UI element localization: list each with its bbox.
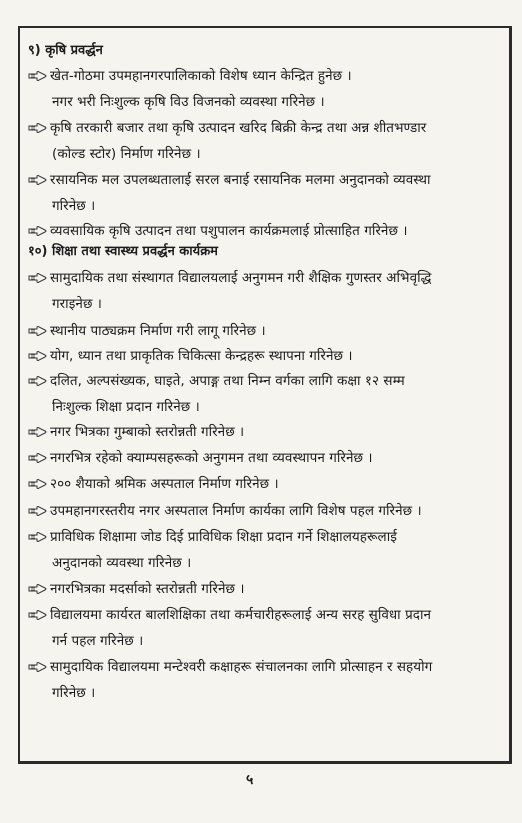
list-item-text: गरिनेछ । <box>52 198 96 214</box>
list-item <box>28 321 266 339</box>
pointing-hand-icon <box>28 272 48 284</box>
list-item-text: खेत-गोठमा उपमहानगरपालिकाको विशेष ध्यान केन्द्रित हुनेछ । <box>50 68 352 84</box>
section-heading: ९) कृषि प्रवर्द्धन <box>28 43 103 58</box>
list-item-text: गर्न पहल गरिनेछ । <box>52 633 144 649</box>
pointing-hand-icon <box>28 225 48 237</box>
list-item-text: प्राविधिक शिक्षामा जोड दिई प्राविधिक शिक्षा प्रदान गर्ने शिक्षालयहरूलाई <box>50 529 397 545</box>
list-item-continuation <box>52 196 95 214</box>
list-item-text: अनुदानको व्यवस्था गरिनेछ । <box>52 555 192 571</box>
list-item <box>28 605 431 623</box>
list-item-text: २०० शैयाको श्रमिक अस्पताल निर्माण गरिनेछ । <box>50 476 279 492</box>
list-item-continuation <box>52 683 95 701</box>
list-item <box>28 371 405 389</box>
pointing-hand-icon <box>28 350 48 362</box>
list-item-text: (कोल्ड स्टोर) निर्माण गरिनेछ । <box>52 146 201 162</box>
list-item-text: कृषि तरकारी बजार तथा कृषि उत्पादन खरिद बिक्री केन्द्र तथा अन्न शीतभण्डार <box>50 120 427 136</box>
pointing-hand-icon <box>28 478 48 490</box>
pointing-hand-icon <box>28 452 48 464</box>
list-item <box>28 657 432 675</box>
pointing-hand-icon <box>28 325 48 337</box>
list-item-text: नगर भित्रका गुम्बाको स्तरोन्नती गरिनेछ । <box>50 424 245 440</box>
list-item <box>28 346 353 364</box>
pointing-hand-icon <box>28 174 48 186</box>
list-item-text: सामुदायिक तथा संस्थागत विद्यालयलाई अनुगमन गरी शैक्षिक गुणस्तर अभिवृद्धि <box>50 270 432 286</box>
list-item-continuation <box>52 397 200 415</box>
pointing-hand-icon <box>28 375 48 387</box>
list-item-text: दलित, अल्पसंख्यक, घाइते, अपाङ्ग तथा निम्न वर्गका लागि कक्षा १२ सम्म <box>50 373 405 389</box>
list-item <box>28 448 373 466</box>
list-item-continuation <box>52 294 102 312</box>
list-item <box>28 118 426 136</box>
list-item-text: उपमहानगरस्तरीय नगर अस्पताल निर्माण कार्यका लागि विशेष पहल गरिनेछ । <box>50 503 422 519</box>
list-item-text: रसायनिक मल उपलब्धतालाई सरल बनाई रसायनिक मलमा अनुदानको व्यवस्था <box>50 172 431 188</box>
pointing-hand-icon <box>28 505 48 517</box>
list-item-text: स्थानीय पाठ्यक्रम निर्माण गरी लागू गरिनेछ । <box>50 323 266 339</box>
page-number: ५ <box>246 772 254 788</box>
list-item <box>28 221 407 239</box>
page-border <box>18 26 512 764</box>
list-item <box>28 66 352 84</box>
list-item-text: नगरभित्रका मदर्साको स्तरोन्नती गरिनेछ । <box>50 581 245 597</box>
section-heading: १०) शिक्षा तथा स्वास्थ्य प्रवर्द्धन कार्यक्रम <box>28 244 218 259</box>
list-item <box>28 268 431 286</box>
list-item-text: सामुदायिक विद्यालयमा मन्टेश्वरी कक्षाहरू संचालनका लागि प्रोत्साहन र सहयोग <box>50 659 433 675</box>
list-item-continuation <box>52 553 191 571</box>
pointing-hand-icon <box>28 609 48 621</box>
list-item-continuation <box>52 144 201 162</box>
list-item-text: निःशुल्क शिक्षा प्रदान गरिनेछ । <box>52 399 200 415</box>
list-item <box>28 170 431 188</box>
pointing-hand-icon <box>28 661 48 673</box>
list-item-text: गराइनेछ । <box>52 296 102 312</box>
pointing-hand-icon <box>28 426 48 438</box>
list-item-text: गरिनेछ । <box>52 685 96 701</box>
list-item <box>28 474 279 492</box>
list-item <box>28 527 397 545</box>
list-item-text: नगर भरी निःशुल्क कृषि विउ विजनको व्यवस्था गरिनेछ । <box>52 94 325 110</box>
list-item-continuation <box>52 631 143 649</box>
list-item-text: योग, ध्यान तथा प्राकृतिक चिकित्सा केन्द्रहरू स्थापना गरिनेछ । <box>50 348 353 364</box>
pointing-hand-icon <box>28 531 48 543</box>
list-item <box>28 422 244 440</box>
pointing-hand-icon <box>28 70 48 82</box>
pointing-hand-icon <box>28 583 48 595</box>
list-item-text: विद्यालयमा कार्यरत बालशिक्षिका तथा कर्मचारीहरूलाई अन्य सरह सुविधा प्रदान <box>50 607 432 623</box>
pointing-hand-icon <box>28 122 48 134</box>
list-item-continuation <box>52 92 325 110</box>
list-item-text: व्यवसायिक कृषि उत्पादन तथा पशुपालन कार्यक्रमलाई प्रोत्साहित गरिनेछ । <box>50 223 408 239</box>
list-item-text: नगरभित्र रहेको क्याम्पसहरूको अनुगमन तथा व्यवस्थापन गरिनेछ । <box>50 450 373 466</box>
list-item <box>28 501 422 519</box>
list-item <box>28 579 245 597</box>
